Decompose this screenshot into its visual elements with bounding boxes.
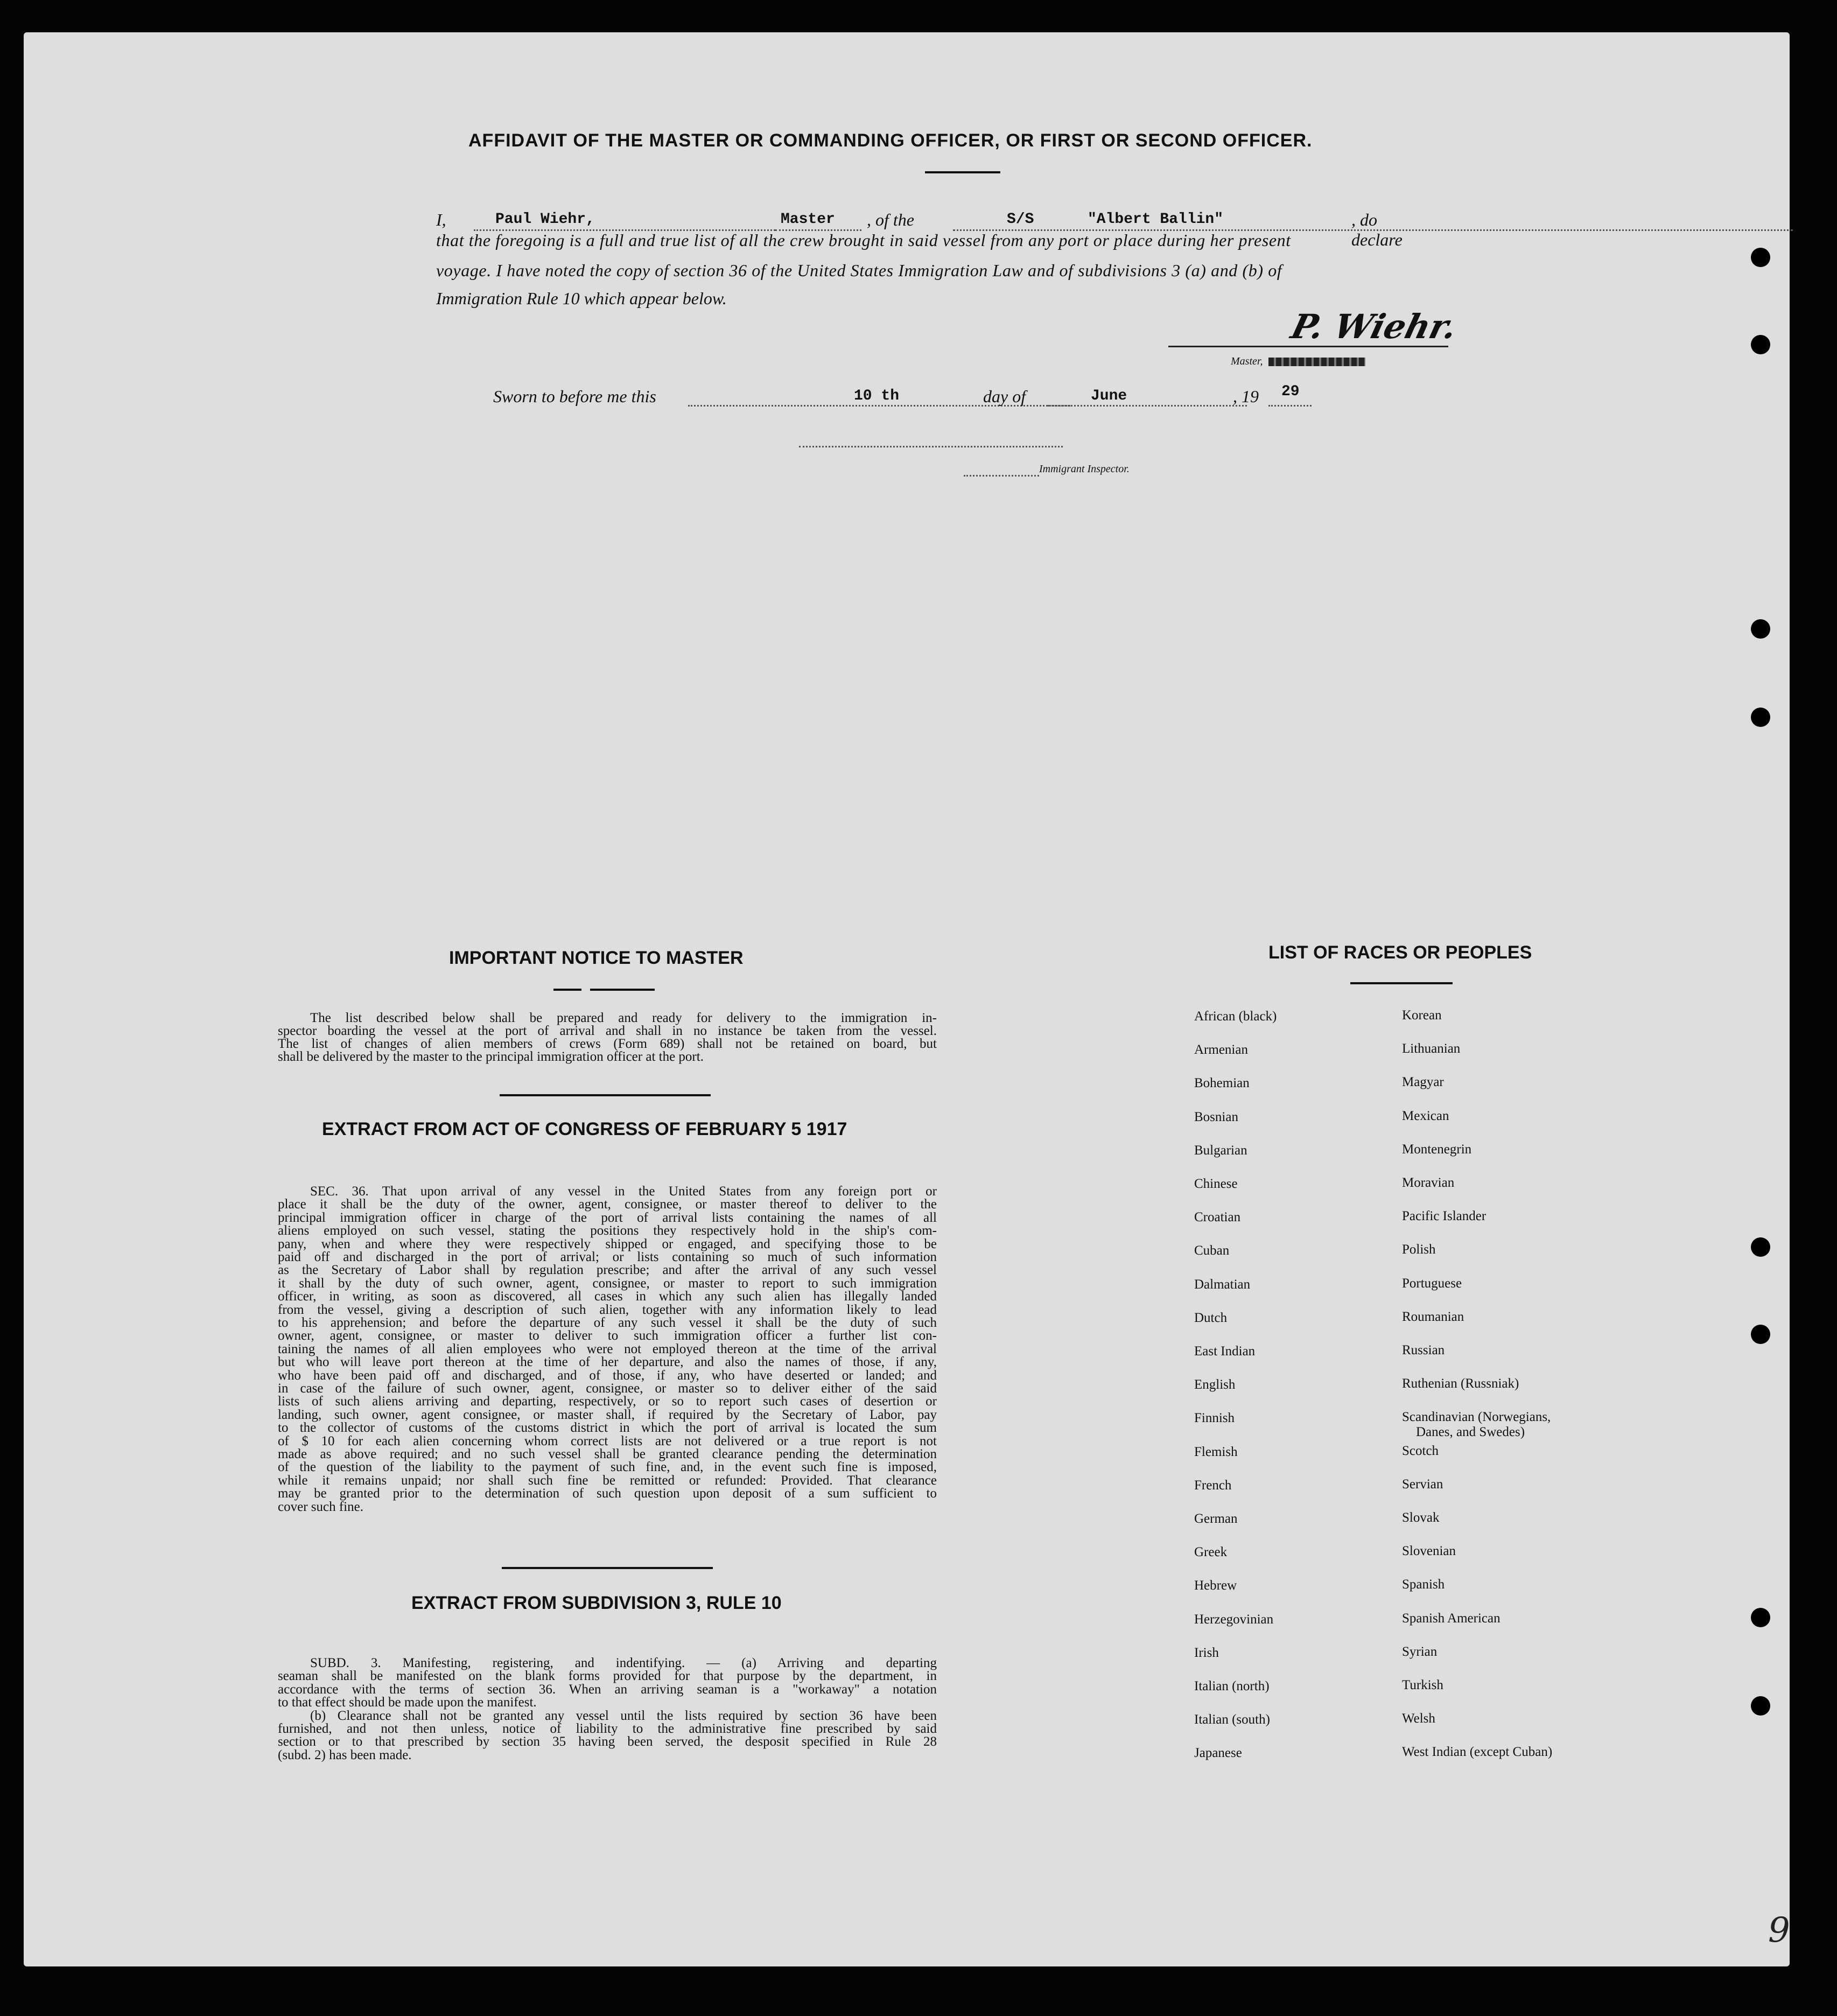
section-divider [500, 1094, 711, 1096]
race-right-item: Slovenian [1402, 1544, 1456, 1559]
text-line: to that effect should be made upon the manifest. [278, 1695, 537, 1710]
text-line: SEC. 36. That upon arrival of any vessel in the United States from any foreign port or [310, 1184, 937, 1199]
text-line: from the vessel, giving a description of such alien, together with any information likely to lead [278, 1302, 937, 1317]
act-title: EXTRACT FROM ACT OF CONGRESS OF FEBRUARY 5 1917 [322, 1119, 847, 1139]
text-line: taining the names of all alien employees who were not employed thereon at the time of the arrival [278, 1341, 937, 1356]
binder-hole [1751, 1325, 1770, 1344]
sworn-day: 10 th [854, 388, 900, 404]
race-right-item: Mexican [1402, 1108, 1449, 1123]
text-line: of $ 10 for each alien concerning whom correct lists are not delivered or a true report is not [278, 1433, 937, 1448]
text-line: it shall by the duty of such owner, agent, consignee, or master to report to such immigration [278, 1276, 937, 1291]
race-right-item: Welsh [1402, 1711, 1435, 1726]
binder-hole [1751, 619, 1770, 639]
race-right-item: Russian [1402, 1343, 1445, 1357]
race-right-item: Turkish [1402, 1678, 1443, 1692]
race-left-item: Italian (north) [1194, 1679, 1270, 1693]
text-line: spector boarding the vessel at the port of arrival and shall in no instance be taken from the vessel. [278, 1024, 937, 1038]
race-right-item: Montenegrin [1402, 1142, 1472, 1157]
race-right-item: Korean [1402, 1008, 1442, 1023]
affidavit-line-2: that the foregoing is a full and true list of all the crew brought in said vessel from any port or place during her present [436, 230, 1291, 250]
inspector-signature-line [799, 446, 1063, 447]
race-right-item: Servian [1402, 1476, 1443, 1492]
text-line: place it shall be the duty of the owner, agent, consignee, or master thereof to deliver to the [278, 1197, 937, 1212]
race-left-item: English [1194, 1377, 1236, 1392]
year-prefix: , 19 [1233, 387, 1259, 406]
day-of-label: day of [983, 387, 1026, 406]
text-line: while it remains unpaid; nor shall such fine be remitted or refunded: Provided. That clearance [278, 1473, 937, 1488]
affidavit-line-3: voyage. I have noted the copy of section 36 of the United States Immigration Law and of subdivisions 3 (a) and (b) of [436, 261, 1282, 280]
race-left-item: Bosnian [1194, 1109, 1238, 1124]
race-right-item: Slovak [1402, 1510, 1440, 1525]
sworn-label: Sworn to before me this [493, 387, 656, 406]
race-left-item: Croatian [1194, 1210, 1241, 1225]
affidavit-title: AFFIDAVIT OF THE MASTER OR COMMANDING OFFICER, OR FIRST OR SECOND OFFICER. [468, 130, 1313, 151]
text-line: pany, when and where they were respectively shipped or engaged, and specifying those to be [278, 1236, 937, 1251]
text-line: cover such fine. [278, 1499, 363, 1514]
affidavit-line-4: Immigration Rule 10 which appear below. [436, 289, 727, 308]
race-left-item: Greek [1194, 1545, 1228, 1560]
race-right-item: Portuguese [1402, 1276, 1462, 1291]
race-left-item: Dalmatian [1194, 1277, 1251, 1292]
sworn-year: 29 [1281, 383, 1300, 400]
text-line: lists of such aliens arriving and departing, respectively, or so to report such cases of desertion or [278, 1394, 937, 1409]
text-line: (subd. 2) has been made. [278, 1747, 412, 1762]
text-line: but who will leave port thereon at the time of her departure, and also the names of those, if any, [278, 1355, 937, 1370]
text-line: of the question of the liability to the payment of such fine, and, in the event such fine is imposed, [278, 1460, 937, 1475]
do-declare-label: , do declare [1351, 210, 1403, 249]
text-line: as the Secretary of Labor shall by regulation prescribe; and after the arrival of any such vessel [278, 1263, 937, 1278]
text-line: owner, agent, consignee, or master to deliver to such immigration officer a further list con- [278, 1328, 937, 1343]
signature-line [1168, 346, 1448, 347]
race-left-item: Italian (south) [1194, 1712, 1270, 1727]
text-line: accordance with the terms of section 36. When an arriving seaman is a "workaway" a notation [278, 1682, 937, 1697]
race-left-item: Cuban [1194, 1243, 1230, 1258]
binder-hole [1751, 708, 1770, 727]
rule-title: EXTRACT FROM SUBDIVISION 3, RULE 10 [411, 1593, 782, 1613]
binder-hole [1751, 1696, 1770, 1716]
vessel-name: "Albert Ballin" [1088, 211, 1224, 228]
sworn-line [493, 383, 1355, 408]
text-line: officer, in writing, as soon as discovered, all cases in which any such alien has illegally landed [278, 1289, 937, 1304]
race-left-item: Flemish [1194, 1444, 1238, 1459]
race-right-item: Pacific Islander [1402, 1209, 1487, 1224]
race-left-item: Hebrew [1194, 1578, 1237, 1593]
page-number-mark: 9 [1768, 1910, 1790, 1950]
binder-hole [1751, 1608, 1770, 1627]
text-line: who have been paid off and discharged, and of those, if any, who have deserted or landed; and [278, 1368, 937, 1383]
text-line: to the collector of customs of the customs district in which the port of arrival is located the sum [278, 1420, 937, 1436]
text-line: to his apprehension; and before the departure of any such vessel it shall be the duty of such [278, 1315, 937, 1330]
race-left-item: Chinese [1194, 1177, 1238, 1191]
races-underline [1350, 982, 1453, 984]
race-left-item: Finnish [1194, 1411, 1235, 1426]
race-right-item: Polish [1402, 1242, 1436, 1257]
binder-hole [1751, 1237, 1770, 1257]
race-left-item: French [1194, 1478, 1232, 1493]
sworn-month: June [1091, 388, 1127, 404]
section-divider [502, 1567, 713, 1569]
race-left-item: Bohemian [1194, 1076, 1250, 1091]
text-line: seaman shall be manifested on the blank forms provided for that purpose by the department, in [278, 1669, 937, 1684]
text-line: paid off and discharged in the port of arrival; or lists containing so much of such information [278, 1250, 937, 1264]
race-right-item: Spanish [1402, 1577, 1445, 1592]
text-line: section or to that prescribed by section 35 having been served, the desposit specified in Rule 28 [278, 1734, 937, 1749]
text-line: principal immigration officer in charge of the port of arrival lists containing the names of all [278, 1210, 937, 1225]
race-right-item: West Indian (except Cuban) [1402, 1745, 1553, 1760]
text-line: landing, such owner, agent consignee, or master shall, if required by the Secretary of Labor, pay [278, 1407, 937, 1422]
race-right-item: Ruthenian (Russniak) [1402, 1376, 1519, 1391]
struck-text [1268, 358, 1365, 366]
text-line: SUBD. 3. Manifesting, registering, and indentifying. — (a) Arriving and departing [310, 1656, 937, 1670]
race-right-item: Moravian [1402, 1175, 1455, 1190]
master-name: Paul Wiehr, [495, 211, 595, 228]
race-right-item: Spanish American [1402, 1611, 1501, 1626]
race-right-continuation: Danes, and Swedes) [1416, 1425, 1525, 1440]
master-rank: Master [781, 211, 835, 228]
binder-hole [1751, 335, 1770, 354]
text-line: made as above required; and no such vessel shall be granted clearance pending the determination [278, 1447, 937, 1461]
text-line: aliens employed on such vessel, stating the positions they respectively hold in the ship's com- [278, 1223, 937, 1238]
race-right-item: Roumanian [1402, 1309, 1464, 1324]
text-line: may be granted prior to the determination of such question upon deposit of a sum sufficient to [278, 1486, 937, 1501]
prefix-i: I, [436, 210, 446, 229]
race-left-item: African (black) [1194, 1009, 1277, 1024]
master-label-text: Master, [1231, 355, 1263, 367]
text-line: The list of changes of alien members of crews (Form 689) shall not be retained on board, but [278, 1037, 937, 1051]
races-title: LIST OF RACES OR PEOPLES [1268, 942, 1532, 963]
race-right-item: Lithuanian [1402, 1041, 1461, 1056]
race-left-item: Japanese [1194, 1746, 1242, 1761]
race-left-item: Dutch [1194, 1310, 1228, 1325]
text-line: in case of the failure of such owner, agent, consignee, or master so to deliver either of the said [278, 1381, 937, 1396]
race-left-item: Armenian [1194, 1042, 1248, 1058]
text-line: shall be delivered by the master to the principal immigration officer at the port. [278, 1049, 704, 1064]
text-line: The list described below shall be prepared and ready for delivery to the immigration in- [310, 1011, 937, 1025]
vessel-type: S/S [1007, 211, 1034, 228]
inspector-label: Immigrant Inspector. [1039, 463, 1130, 475]
race-left-item: East Indian [1194, 1344, 1256, 1359]
race-left-item: German [1194, 1511, 1238, 1526]
race-left-item: Bulgarian [1194, 1143, 1247, 1158]
notice-underline [553, 989, 581, 991]
race-right-item: Scotch [1402, 1443, 1439, 1458]
of-the-label: , of the [867, 210, 914, 229]
title-underline [925, 171, 1000, 173]
race-left-item: Irish [1194, 1645, 1219, 1660]
race-right-item: Syrian [1402, 1644, 1438, 1659]
notice-title: IMPORTANT NOTICE TO MASTER [449, 948, 744, 968]
binder-hole [1751, 248, 1770, 267]
master-label [1231, 355, 1365, 368]
race-right-item: Scandinavian (Norwegians, [1402, 1410, 1551, 1425]
race-left-item: Herzegovinian [1194, 1612, 1274, 1627]
race-right-item: Magyar [1402, 1075, 1444, 1090]
text-line: (b) Clearance shall not be granted any vessel until the lists required by section 36 have been [310, 1708, 937, 1723]
master-signature: P. Wiehr. [1287, 307, 1461, 346]
text-line: furnished, and not then unless, notice of liability to the administrative fine prescribed by said [278, 1721, 937, 1736]
